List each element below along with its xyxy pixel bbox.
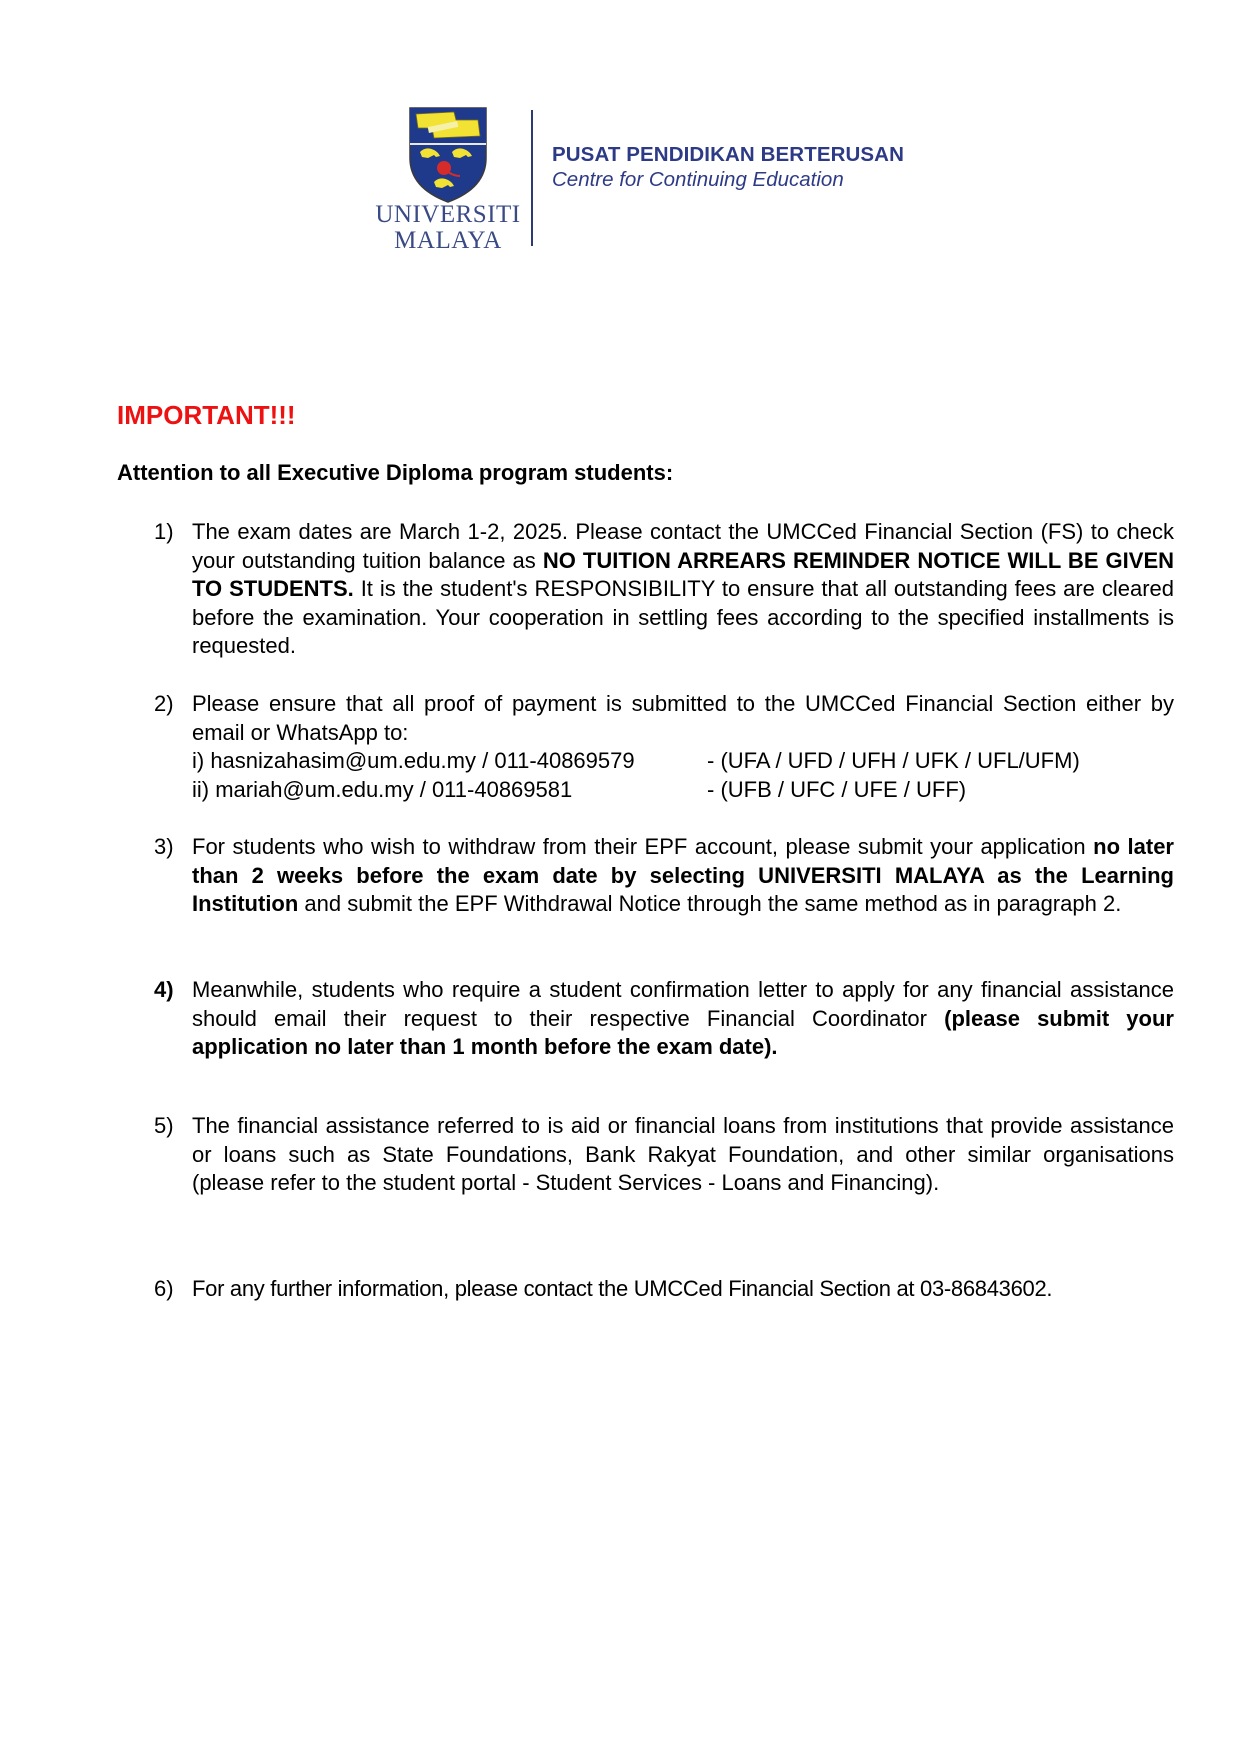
emphasis-text: no later than 2 weeks before the exam date by selecting UNIVERSITI MALAYA as the Learning Institution: [192, 834, 1174, 916]
item-number: 6): [154, 1276, 174, 1301]
item-number: 1): [154, 519, 174, 544]
notice-item-4: [154, 976, 1174, 1062]
contact-email-phone: ii) mariah@um.edu.my / 011-40869581: [192, 776, 573, 802]
contact-units: - (UFB / UFC / UFE / UFF): [707, 776, 967, 802]
item-text: For students who wish to withdraw from their EPF account, please submit your application no later than 2 weeks before the exam date by selecting UNIVERSITI MALAYA as the Learning Institution and submit the EPF Withdrawal Notice through the same method as in paragraph 2.: [192, 834, 1174, 916]
item-text: Meanwhile, students who require a student confirmation letter to apply for any financial assistance should email their request to their respective Financial Coordinator (please submit your application no later than 1 month before the exam date).: [192, 977, 1174, 1059]
contact-line: [192, 747, 1174, 776]
item-text: The financial assistance referred to is aid or financial loans from institutions that provide assistance or loans such as State Foundations, Bank Rakyat Foundation, and other similar organisations (please refer to the student portal - Student Services - Loans and Financing).: [192, 1113, 1174, 1195]
notice-item-1: [154, 518, 1174, 661]
university-name-line1: UNIVERSITI: [375, 201, 521, 228]
notice-item-2: [154, 690, 1174, 804]
notice-item-5: [154, 1112, 1174, 1198]
item-text: The exam dates are March 1-2, 2025. Please contact the UMCCed Financial Section (FS) to check your outstanding tuition balance as NO TUITION ARREARS REMINDER NOTICE WILL BE GIVEN TO STUDENTS. It is the student's RESPONSIBILITY to ensure that all outstanding fees are cleared before the examination. Your cooperation in settling fees according to the specified installments is requested.: [192, 519, 1175, 658]
contact-line: [192, 776, 1174, 805]
item-number: 2): [154, 691, 174, 716]
item-number: 5): [154, 1113, 174, 1138]
university-name-line2: MALAYA: [394, 227, 502, 254]
item-text: Please ensure that all proof of payment is submitted to the UMCCed Financial Section either by email or WhatsApp to: i) hasnizahasim@um.edu.my / 011-40869579 - (UFA / UFD / UFH / UFK / UFL/UFM) ii) mariah@um.edu.my / 011-40869581 - (UFB / UFC / UFE / UFF): [192, 690, 1174, 804]
centre-name: [552, 142, 904, 192]
notice-item-3: [154, 833, 1174, 919]
emphasis-text: NO TUITION ARREARS REMINDER NOTICE WILL BE GIVEN TO STUDENTS.: [192, 547, 1175, 601]
item-number: 4): [154, 977, 174, 1002]
university-crest-icon: [408, 106, 488, 204]
centre-name-malay: PUSAT PENDIDIKAN BERTERUSAN: [552, 143, 904, 166]
contact-email-phone: i) hasnizahasim@um.edu.my / 011-40869579: [192, 748, 635, 773]
item-text: For any further information, please contact the UMCCed Financial Section at 03-86843602.: [192, 1276, 1053, 1301]
important-heading: IMPORTANT!!!: [117, 400, 296, 430]
item-number: 3): [154, 834, 174, 859]
attention-heading: Attention to all Executive Diploma program students:: [117, 460, 674, 485]
centre-name-english: Centre for Continuing Education: [552, 168, 844, 191]
contact-units: - (UFA / UFD / UFH / UFK / UFL/UFM): [707, 748, 1080, 773]
letterhead: [368, 104, 928, 254]
notice-item-6: [154, 1275, 1174, 1304]
university-name: [368, 202, 528, 254]
emphasis-text: (please submit your application no later than 1 month before the exam date).: [192, 1005, 1174, 1059]
header-divider: [531, 110, 533, 246]
